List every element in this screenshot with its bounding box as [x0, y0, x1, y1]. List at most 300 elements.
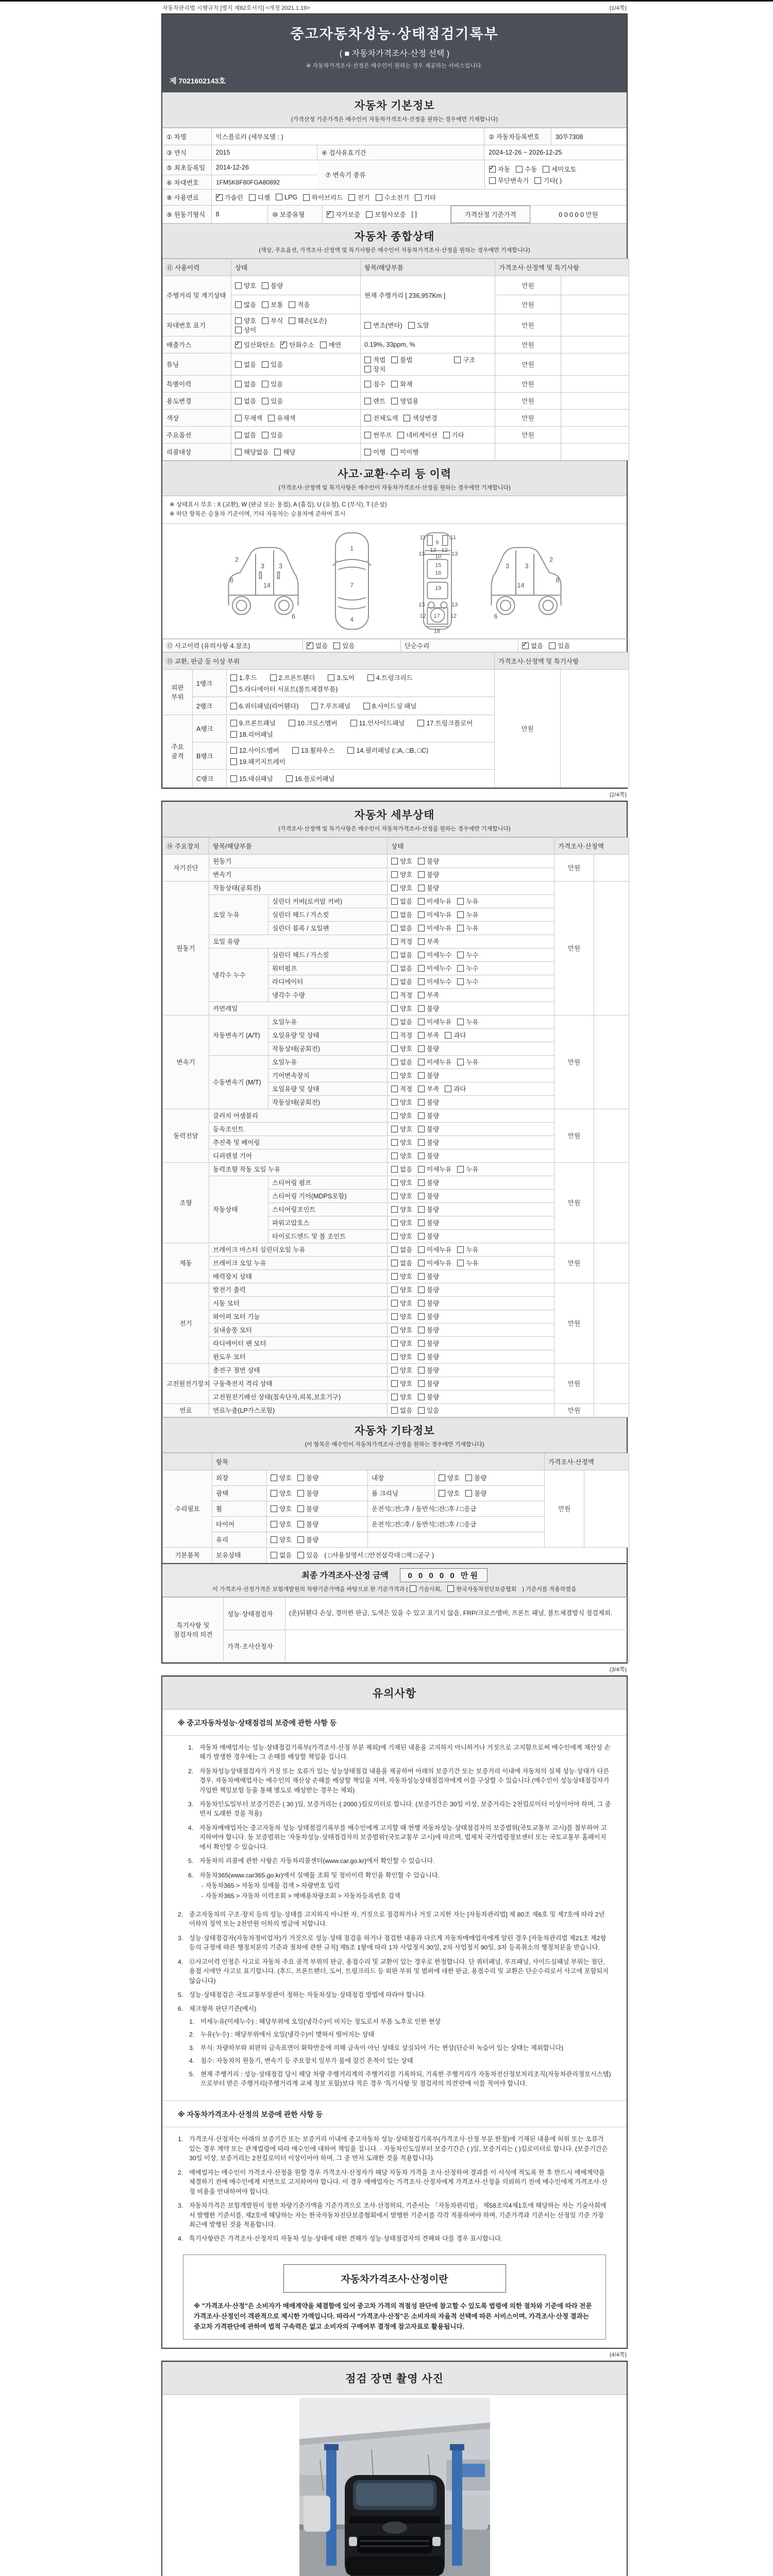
option [391, 871, 412, 878]
checkbox[interactable] [418, 1327, 425, 1333]
checkbox[interactable] [447, 1585, 454, 1592]
option-label: 불량 [427, 1206, 440, 1214]
checkbox[interactable] [543, 166, 549, 173]
checkbox[interactable] [391, 1072, 398, 1079]
item-label: 와이퍼 모터 기능 [209, 1310, 388, 1323]
emission-values: 0.19%, 33ppm, % [361, 336, 495, 353]
checkbox[interactable] [364, 398, 371, 404]
option [404, 415, 437, 422]
checkbox[interactable] [230, 731, 237, 738]
option-label: 미이행 [400, 449, 419, 456]
checkbox[interactable] [457, 898, 464, 905]
checkbox[interactable] [391, 898, 398, 905]
option-label: 양호 [279, 1475, 292, 1482]
checkbox[interactable] [445, 1086, 451, 1092]
option [391, 1394, 412, 1401]
checkbox[interactable] [235, 282, 242, 289]
checkbox[interactable] [391, 1179, 398, 1186]
checkbox[interactable] [418, 1005, 425, 1012]
checkbox[interactable] [391, 1019, 398, 1025]
checkbox[interactable] [418, 1273, 425, 1280]
option-label: 기타 [423, 194, 436, 201]
checkbox[interactable] [297, 1536, 304, 1543]
checkbox[interactable] [457, 925, 464, 931]
accident-history-options [303, 639, 401, 652]
option-label: 양호 [400, 1045, 413, 1053]
checkbox[interactable] [418, 1153, 425, 1159]
checkbox[interactable] [408, 322, 415, 329]
checkbox[interactable] [297, 1490, 304, 1497]
option [418, 1219, 439, 1227]
checkbox[interactable] [391, 992, 398, 998]
checkbox[interactable] [376, 194, 382, 201]
checkbox[interactable] [391, 1032, 398, 1039]
checkbox[interactable] [271, 1552, 277, 1558]
checkbox[interactable] [439, 1475, 445, 1481]
checkbox[interactable] [262, 398, 268, 404]
checkbox[interactable] [271, 1521, 277, 1528]
checkbox[interactable] [262, 361, 268, 368]
option-label: 자동 [497, 166, 510, 173]
checkbox[interactable] [418, 1286, 425, 1293]
option-label: 7.루프패널 [320, 702, 351, 710]
option-label: 불량 [427, 1153, 440, 1160]
checkbox[interactable] [415, 194, 422, 201]
checkbox[interactable] [297, 1505, 304, 1512]
checkbox[interactable] [307, 642, 313, 649]
checkbox[interactable] [522, 642, 529, 649]
checkbox[interactable] [320, 342, 327, 348]
checkbox[interactable] [363, 703, 370, 709]
checkbox[interactable] [391, 1233, 398, 1240]
item-label: 작동상태(공회전) [268, 1042, 388, 1055]
checkbox[interactable] [410, 1585, 416, 1592]
option [391, 357, 412, 364]
checkbox[interactable] [303, 194, 310, 201]
checkbox[interactable] [391, 1380, 398, 1387]
checkbox[interactable] [391, 952, 398, 958]
option [391, 1206, 412, 1213]
checkbox[interactable] [235, 432, 242, 438]
option-label: 있음 [271, 381, 283, 388]
checkbox[interactable] [391, 871, 398, 878]
checkbox[interactable] [391, 398, 398, 404]
checkbox[interactable] [418, 1072, 425, 1079]
checkbox[interactable] [465, 1490, 472, 1497]
checkbox[interactable] [391, 1059, 398, 1065]
checkbox[interactable] [454, 357, 461, 363]
page-indicator-4: (4/4쪽) [609, 2352, 627, 2359]
checkbox[interactable] [230, 747, 237, 754]
checkbox[interactable] [391, 1206, 398, 1213]
checkbox[interactable] [230, 686, 237, 692]
checkbox[interactable] [391, 1367, 398, 1374]
checkbox[interactable] [489, 166, 496, 173]
checkbox[interactable] [235, 449, 242, 455]
checkbox[interactable] [235, 301, 242, 308]
notice-item: 2. 자동차성능상태점검자가 거짓 또는 오류가 있는 성능상태점검 내용을 제공하여 아래의 보증기간 또는 보증거리 이내에 자동차의 실제 성능·상태가 다른 경우, 자동차매매업자는 매수인의 재산상 손해를 배상할 책임을 지며, 자동차성능상태점검자에게 이를 구상할 수 있습니다.(매수인이 성능상태점검자가 가입한 책임보험 등을 통해 별도로 배상받는 경우는 제외) [188, 1767, 610, 1794]
checkbox[interactable] [391, 1112, 398, 1119]
option-label: 양호 [400, 1233, 413, 1241]
checkbox[interactable] [262, 432, 268, 438]
checkbox[interactable] [391, 1394, 398, 1400]
option [391, 1112, 412, 1120]
checkbox[interactable] [391, 1126, 398, 1132]
option-label: 불량 [306, 1475, 319, 1482]
checkbox[interactable] [235, 381, 242, 387]
option [418, 965, 451, 972]
checkbox[interactable] [489, 177, 496, 184]
option-label: 가솔린 [224, 194, 243, 201]
checkbox[interactable] [418, 1059, 425, 1065]
checkbox[interactable] [457, 1059, 464, 1065]
option [366, 210, 406, 219]
col-status: 상태 [388, 837, 554, 854]
checkbox[interactable] [391, 858, 398, 865]
checkbox[interactable] [457, 952, 464, 958]
option-label: 렌트 [373, 398, 386, 405]
item-label: 실린더 헤드 / 가스킷 [268, 908, 388, 921]
checkbox[interactable] [391, 911, 398, 918]
option [418, 1353, 439, 1361]
checkbox[interactable] [235, 415, 242, 421]
checkbox[interactable] [417, 720, 424, 726]
checkbox[interactable] [418, 1340, 425, 1347]
option [262, 361, 283, 368]
checkbox[interactable] [418, 1260, 425, 1266]
table-header-row [163, 837, 629, 854]
checkbox[interactable] [391, 1166, 398, 1173]
option [391, 992, 412, 999]
option-label: 있음 [306, 1552, 319, 1560]
option [297, 1490, 318, 1497]
overall-status-table [162, 259, 629, 461]
checkbox[interactable] [549, 642, 556, 649]
checkbox[interactable] [457, 911, 464, 918]
checkbox[interactable] [418, 1126, 425, 1132]
option [262, 398, 283, 405]
option [270, 674, 315, 682]
checkbox[interactable] [391, 1313, 398, 1320]
checkbox[interactable] [391, 965, 398, 972]
checkbox[interactable] [391, 1300, 398, 1307]
option-label: 불량 [427, 1005, 440, 1013]
notice-item: 3. 성능·상태점검자(자동차정비업자)가 거짓으로 성능·상태 점검을 하거나 점검한 내용과 다르게 자동차매매업자에게 알린 경우 [자동차관리법 제21조 제2항 등의 규정에 따른 행정처분의 기준과 절차에 관한 규칙] 제5조 1항에 따라 1차 사업정지 30일, 2차 사업정지 90일, 3차 등록취소의 행정처분을 받습니다. [178, 1934, 607, 1952]
option [235, 327, 256, 334]
checkbox[interactable] [418, 1233, 425, 1240]
checkbox[interactable] [391, 1327, 398, 1333]
option-label: 없음 [400, 1260, 413, 1267]
checkbox[interactable] [367, 674, 374, 681]
checkbox[interactable] [391, 1286, 398, 1293]
device-subgroup-label: 작동상태 [209, 1176, 268, 1243]
checkbox[interactable] [268, 415, 275, 421]
checkbox[interactable] [391, 357, 398, 363]
wheel-tire-positions: 운전석□전□후 / 동반석□전□후 / □응급 [368, 1516, 545, 1532]
checkbox[interactable] [418, 1407, 425, 1414]
svg-text:18: 18 [433, 628, 440, 635]
checkbox[interactable] [418, 1139, 425, 1146]
checkbox[interactable] [216, 194, 223, 201]
checkbox[interactable] [391, 1005, 398, 1012]
checkbox[interactable] [235, 361, 242, 368]
checkbox[interactable] [418, 978, 425, 985]
checkbox[interactable] [364, 432, 371, 438]
option-label: 없음 [400, 1019, 413, 1026]
checkbox[interactable] [391, 1260, 398, 1266]
option [418, 1005, 439, 1012]
checkbox[interactable] [391, 1340, 398, 1347]
checkbox[interactable] [418, 1313, 425, 1320]
price-survey-definition-box [183, 2255, 606, 2340]
notice-subline: - 자동차365 > 자동차 실매물 검색 > 차량번호 입력 [201, 1882, 340, 1890]
checkbox[interactable] [391, 1407, 398, 1414]
checkbox[interactable] [391, 1153, 398, 1159]
option [418, 858, 439, 865]
opinion-text: (운)뒤휀다 손상, 경미한 판금, 도색은 있을 수 있고 표기치 않음, FRP/크로스멤버, 프론트 패널, 볼트체결방식 점검제외. [285, 1597, 629, 1630]
svg-text:2: 2 [549, 556, 553, 564]
svg-text:4: 4 [349, 616, 354, 623]
option-label: 불법 [400, 357, 413, 364]
checkbox[interactable] [418, 938, 425, 945]
option-label: 이행 [373, 449, 386, 456]
option-label: 있음 [342, 642, 355, 650]
checkbox[interactable] [230, 703, 237, 709]
checkbox[interactable] [364, 322, 371, 329]
checkbox[interactable] [262, 301, 268, 308]
checkbox[interactable] [445, 1032, 451, 1039]
checkbox[interactable] [364, 381, 371, 387]
checkbox[interactable] [328, 674, 334, 681]
checkbox[interactable] [289, 317, 295, 324]
checkbox[interactable] [418, 992, 425, 998]
checkbox[interactable] [230, 720, 237, 726]
checkbox[interactable] [391, 449, 398, 455]
checkbox[interactable] [418, 1219, 425, 1226]
checkbox[interactable] [418, 1179, 425, 1186]
option [418, 1367, 439, 1374]
checkbox[interactable] [297, 1475, 304, 1481]
checkbox[interactable] [391, 1273, 398, 1280]
field-label-inspection-period: ④ 검사유효기간 [317, 145, 485, 160]
checkbox[interactable] [391, 1139, 398, 1146]
fuel-options [212, 190, 627, 205]
checkbox[interactable] [418, 1380, 425, 1387]
option [418, 1246, 451, 1253]
checkbox[interactable] [391, 1099, 398, 1106]
option-label: 양호 [447, 1475, 460, 1482]
checkbox[interactable] [418, 1019, 425, 1025]
checkbox[interactable] [311, 703, 318, 709]
option-label: 불량 [427, 1193, 440, 1200]
device-group-label: 동력전달 [163, 1109, 209, 1162]
option-label: 불량 [427, 1139, 440, 1147]
checkbox[interactable] [418, 898, 425, 905]
checkbox[interactable] [391, 1353, 398, 1360]
checkbox[interactable] [271, 1505, 277, 1512]
car-damage-diagrams [162, 524, 627, 639]
checkbox[interactable] [418, 1367, 425, 1374]
inspector-opinion-table [162, 1597, 629, 1663]
checkbox[interactable] [391, 1045, 398, 1052]
checkbox[interactable] [230, 775, 237, 782]
checkbox[interactable] [366, 211, 373, 218]
simple-repair-options [518, 639, 629, 652]
checkbox[interactable] [292, 747, 299, 754]
checkbox[interactable] [230, 674, 237, 681]
checkbox[interactable] [391, 885, 398, 891]
checkbox[interactable] [391, 1086, 398, 1092]
checkbox[interactable] [347, 747, 354, 754]
svg-text:10: 10 [434, 553, 441, 560]
option-label: 누유 [466, 1059, 479, 1066]
opinion-text [285, 1630, 629, 1662]
checkbox[interactable] [327, 211, 333, 218]
notice-item: 6. 자동차365(www.car365.go.kr)에서 실매물 조회 및 정비이력 확인을 확인할 수 있습니다. - 자동차365 > 자동차 실매물 검색 > 차량번호 입력 - 자동차365 > 자동차 이력조회 > 매매용차량조회 > 자동차등록번호 검색 [188, 1871, 611, 1901]
option-label: 해당없음 [244, 449, 269, 456]
option [391, 1327, 412, 1334]
checkbox[interactable] [235, 327, 242, 333]
checkbox[interactable] [289, 301, 295, 308]
checkbox[interactable] [457, 978, 464, 985]
checkbox[interactable] [364, 357, 371, 363]
option [271, 1475, 292, 1482]
checkbox[interactable] [418, 1099, 425, 1106]
option-label: 누유 [466, 898, 479, 906]
checkbox[interactable] [271, 1475, 277, 1481]
section-subtitle: (색상, 주요옵션, 가격조사·산정액 및 특기사항은 매수인이 자동차가격조사·산정을 원하는 경우에만 기재합니다) [259, 247, 530, 253]
checkbox[interactable] [418, 1045, 425, 1052]
checkbox[interactable] [271, 1536, 277, 1543]
checkbox[interactable] [391, 381, 398, 387]
checkbox[interactable] [270, 674, 277, 681]
checkbox[interactable] [457, 1260, 464, 1266]
checkbox[interactable] [364, 449, 371, 455]
checkbox[interactable] [262, 381, 268, 387]
checkbox[interactable] [276, 194, 282, 200]
checkbox[interactable] [350, 720, 357, 726]
option [391, 898, 412, 905]
checkbox[interactable] [391, 925, 398, 931]
checkbox[interactable] [457, 1166, 464, 1173]
checkbox[interactable] [418, 1193, 425, 1199]
checkbox[interactable] [333, 642, 340, 649]
checkbox[interactable] [418, 925, 425, 931]
checkbox[interactable] [465, 1475, 472, 1481]
option-label: 일산화탄소 [244, 342, 275, 349]
option [522, 642, 543, 650]
checkbox[interactable] [457, 1019, 464, 1025]
checkbox[interactable] [230, 758, 237, 765]
checkbox[interactable] [364, 415, 371, 421]
checkbox[interactable] [391, 1193, 398, 1199]
table-row: 용도변경 없음 있음 렌트 영업용 만원 [163, 393, 629, 410]
final-price-note: 이 가격조사·산정가격은 보험개발원의 차량기준가액을 바탕으로 한 기준가격과 ( 기술사회, 한국자동차진단보증협회 ) 기준서를 적용하였음 [212, 1586, 577, 1592]
checkbox[interactable] [418, 1206, 425, 1213]
checkbox[interactable] [289, 720, 295, 726]
notice-list-a [173, 1736, 627, 1910]
checkbox[interactable] [439, 1490, 445, 1497]
checkbox[interactable] [262, 317, 268, 324]
option [418, 1286, 439, 1294]
definition-box-text: ※ "가격조사·산정"은 소비자가 매매계약을 체결함에 있어 중고차 가격의 적절성 판단에 참고할 수 있도록 법령에 의한 절차와 기준에 따라 전문 가격조사·산정인이 객관적으로 제시한 가액입니다. 따라서 "가격조사·산정"은 소비자의 자율적 선택에 따른 서비스이며, 가격조사·산정 결과는 중고차 가격판단에 관하여 법적 구속력은 없고 소비자의 구매여부 결정에 참고자료로 활용됩니다. [194, 2302, 592, 2331]
checkbox[interactable] [391, 1219, 398, 1226]
checkbox[interactable] [418, 911, 425, 918]
checkbox[interactable] [418, 1246, 425, 1253]
option-label: 디젤 [257, 194, 271, 201]
option [391, 1153, 412, 1160]
checkbox[interactable] [397, 432, 404, 438]
checkbox[interactable] [418, 1300, 425, 1307]
checkbox[interactable] [274, 449, 281, 455]
checkbox[interactable] [418, 1353, 425, 1360]
option [297, 1521, 318, 1528]
item-label: 광택 [212, 1485, 267, 1501]
rank-label: B랭크 [193, 742, 227, 769]
checkbox[interactable] [418, 1086, 425, 1092]
checkbox[interactable] [249, 194, 256, 201]
checkbox[interactable] [297, 1521, 304, 1528]
option-label: 없음 [400, 925, 413, 933]
checkbox[interactable] [534, 177, 541, 184]
svg-text:11: 11 [450, 534, 456, 541]
row-label: 차대번호 표기 [163, 314, 231, 336]
page-3 [161, 1675, 628, 2349]
checkbox[interactable] [418, 858, 425, 865]
checkbox[interactable] [271, 1490, 277, 1497]
checkbox[interactable] [391, 978, 398, 985]
checkbox[interactable] [443, 432, 450, 438]
option [364, 415, 398, 422]
checkbox[interactable] [391, 938, 398, 945]
option [292, 747, 335, 754]
checkbox[interactable] [457, 965, 464, 972]
checkbox[interactable] [516, 166, 523, 173]
checkbox[interactable] [418, 1166, 425, 1173]
checkbox[interactable] [364, 366, 371, 372]
checkbox[interactable] [297, 1552, 304, 1558]
checkbox[interactable] [404, 415, 410, 421]
checkbox[interactable] [348, 194, 355, 201]
checkbox[interactable] [235, 342, 242, 348]
option-label: 양호 [400, 1367, 413, 1375]
checkbox[interactable] [235, 398, 242, 404]
checkbox[interactable] [418, 885, 425, 891]
option-label: 양호 [400, 1139, 413, 1147]
checkbox[interactable] [418, 871, 425, 878]
checkbox[interactable] [418, 1032, 425, 1039]
checkbox[interactable] [391, 1246, 398, 1253]
option-label: 불량 [427, 1179, 440, 1187]
table-row [163, 639, 629, 652]
checkbox[interactable] [280, 342, 287, 348]
option [397, 432, 437, 439]
option [457, 898, 478, 905]
checkbox[interactable] [418, 965, 425, 972]
field-value-reg-no: 30투7308 [555, 133, 583, 141]
notice-item: 2. 중고자동차의 구조·장치 등의 성능·상태를 고지하지 아니한 자, 거짓으로 점검하거나 거짓 고지한 자는 [자동차관리법] 제 80조 제6호 및 제7호에 따라 2년 이하의 징역 또는 2천만원 이하의 벌금에 처합니다. [178, 1910, 605, 1928]
section-title: 유의사항 [372, 1687, 417, 1700]
checkbox[interactable] [418, 952, 425, 958]
checkbox[interactable] [286, 775, 293, 782]
option-label: 없음 [400, 1246, 413, 1254]
checkbox[interactable] [418, 1112, 425, 1119]
option [320, 342, 341, 349]
checkbox[interactable] [262, 282, 268, 289]
checkbox[interactable] [418, 1394, 425, 1400]
checkbox[interactable] [457, 1246, 464, 1253]
checkbox[interactable] [235, 317, 242, 324]
